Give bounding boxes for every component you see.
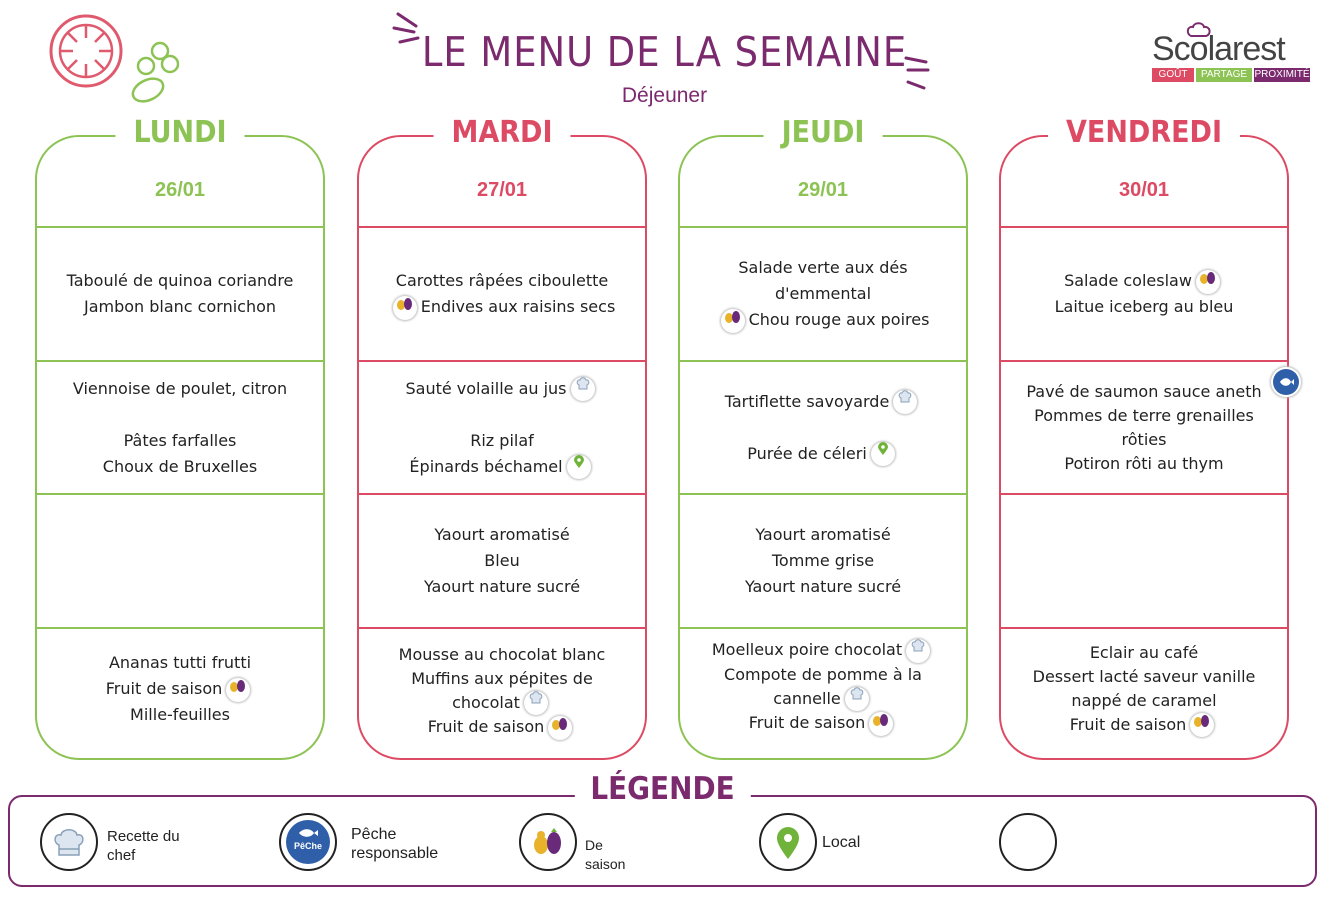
- menu-item: nappé de caramel: [1071, 690, 1217, 710]
- menu-item: Sauté volaille au jus: [405, 376, 598, 402]
- location-pin-icon: [759, 813, 817, 871]
- menu-item: Jambon blanc cornichon: [83, 297, 277, 316]
- menu-item: Choux de Bruxelles: [102, 456, 258, 476]
- chef-hat-icon: [893, 390, 917, 414]
- dairy-section: [359, 495, 645, 627]
- starters-section: [359, 228, 645, 360]
- menu-item: Salade coleslaw: [1064, 268, 1224, 294]
- menu-item: rôties: [1121, 429, 1167, 449]
- menu-item: Mille-feuilles: [130, 705, 230, 724]
- mains-section: [1001, 362, 1287, 493]
- empty-circle: [999, 813, 1057, 871]
- desserts-section: [680, 629, 966, 745]
- chef-hat-icon: [845, 687, 869, 711]
- menu-item: Compote de pomme à la: [724, 664, 922, 684]
- legend: LÉGENDE Recette du chef PêChe Pêche responsable De saison Local: [8, 795, 1317, 887]
- menu-item: Eclair au café: [1089, 642, 1199, 662]
- desserts-section: [37, 629, 323, 749]
- page-title: LE MENU DE LA SEMAINE: [421, 28, 908, 76]
- chef-hat-icon: [571, 377, 595, 401]
- svg-text:PêChe: PêChe: [293, 841, 323, 851]
- menu-item: Laitue iceberg au bleu: [1054, 297, 1234, 316]
- seasonal-icon: [1196, 270, 1220, 294]
- menu-item: Bleu: [484, 551, 520, 570]
- menu-item: Ananas tutti frutti: [108, 653, 252, 672]
- seasonal-icon: [393, 296, 417, 320]
- day-name: LUNDI: [115, 115, 244, 150]
- chef-hat-icon: [524, 691, 548, 715]
- chef-hat-icon: [40, 813, 98, 871]
- day-column-jeudi: [678, 115, 968, 760]
- menu-item: Carottes râpées ciboulette: [395, 271, 609, 290]
- fish-icon: [279, 813, 337, 871]
- seasonal-icon: [548, 716, 572, 740]
- menu-item: Épinards béchamel: [409, 454, 594, 480]
- menu-item: Yaourt aromatisé: [434, 525, 570, 544]
- brand-tag-proximite: PROXIMITÉ: [1254, 69, 1310, 80]
- menu-item: Yaourt nature sucré: [423, 577, 581, 596]
- fish-icon: [1273, 369, 1299, 395]
- page-subtitle: Déjeuner: [621, 84, 708, 107]
- dairy-section: [37, 495, 323, 627]
- starters-section: [1001, 228, 1287, 360]
- day-date: 30/01: [1118, 179, 1170, 201]
- menu-item: Fruit de saison: [428, 715, 577, 740]
- mains-section: [680, 362, 966, 493]
- menu-item: Salade verte aux dés: [738, 258, 908, 277]
- desserts-section: [359, 629, 645, 753]
- day-column-vendredi: [999, 115, 1289, 760]
- menu-item: Chou rouge aux poires: [717, 307, 930, 333]
- menu-item: Moelleux poire chocolat: [712, 638, 934, 663]
- mains-section: [37, 362, 323, 493]
- menu-item: Mousse au chocolat blanc: [398, 644, 606, 664]
- menu-item: Viennoise de poulet, citron: [72, 378, 288, 398]
- menu-item: Fruit de saison: [749, 711, 898, 736]
- pear-eggplant-icon: [519, 813, 577, 871]
- menu-item: Riz pilaf: [470, 430, 534, 450]
- menu-item: Dessert lacté saveur vanille: [1032, 666, 1256, 686]
- dairy-section: [680, 495, 966, 627]
- starters-section: [37, 228, 323, 360]
- seasonal-icon: [1190, 713, 1214, 737]
- menu-item: Tomme grise: [771, 551, 875, 570]
- menu-item: Pâtes farfalles: [123, 430, 237, 450]
- dairy-section: [1001, 495, 1287, 627]
- day-name: MARDI: [434, 115, 571, 150]
- menu-item: Potiron rôti au thym: [1064, 453, 1224, 473]
- menu-item: Pommes de terre grenailles: [1034, 405, 1254, 425]
- menu-item: Pavé de saumon sauce aneth: [1026, 381, 1262, 401]
- menu-item: Yaourt nature sucré: [744, 577, 902, 596]
- menu-item: Fruit de saison: [1070, 713, 1219, 738]
- menu-item: Tartiflette savoyarde: [725, 389, 922, 415]
- day-date: 26/01: [154, 179, 206, 201]
- day-column-mardi: [357, 115, 647, 760]
- menu-item: chocolat: [452, 691, 552, 716]
- location-pin-icon: [871, 442, 895, 466]
- day-date: 27/01: [476, 179, 528, 201]
- brand-name: Scolarest: [1152, 30, 1285, 68]
- menu-item: Yaourt aromatisé: [755, 525, 891, 544]
- seasonal-icon: [721, 309, 745, 333]
- day-name: JEUDI: [764, 115, 883, 150]
- brand-tag-partage: PARTAGE: [1196, 68, 1252, 82]
- menu-item: Endives aux raisins secs: [389, 294, 616, 320]
- menu-item: Muffins aux pépites de: [411, 668, 593, 688]
- seasonal-icon: [226, 678, 250, 702]
- menu-item: d'emmental: [774, 284, 872, 303]
- menu-item: Fruit de saison: [106, 676, 255, 702]
- day-column-lundi: [35, 115, 325, 760]
- brand-tag-gout: GOÛT: [1152, 68, 1194, 82]
- menu-item: Purée de céleri: [747, 441, 899, 467]
- desserts-section: [1001, 629, 1287, 749]
- seasonal-icon: [869, 712, 893, 736]
- menu-item: cannelle: [773, 687, 872, 712]
- legend-title: LÉGENDE: [574, 771, 750, 807]
- scolarest-logo: [1150, 22, 1310, 84]
- mains-section: [359, 362, 645, 493]
- starters-section: [680, 228, 966, 360]
- location-pin-icon: [567, 455, 591, 479]
- day-name: VENDREDI: [1048, 115, 1240, 150]
- menu-item: Taboulé de quinoa coriandre: [66, 271, 294, 290]
- chef-hat-icon: [906, 639, 930, 663]
- day-date: 29/01: [797, 179, 849, 201]
